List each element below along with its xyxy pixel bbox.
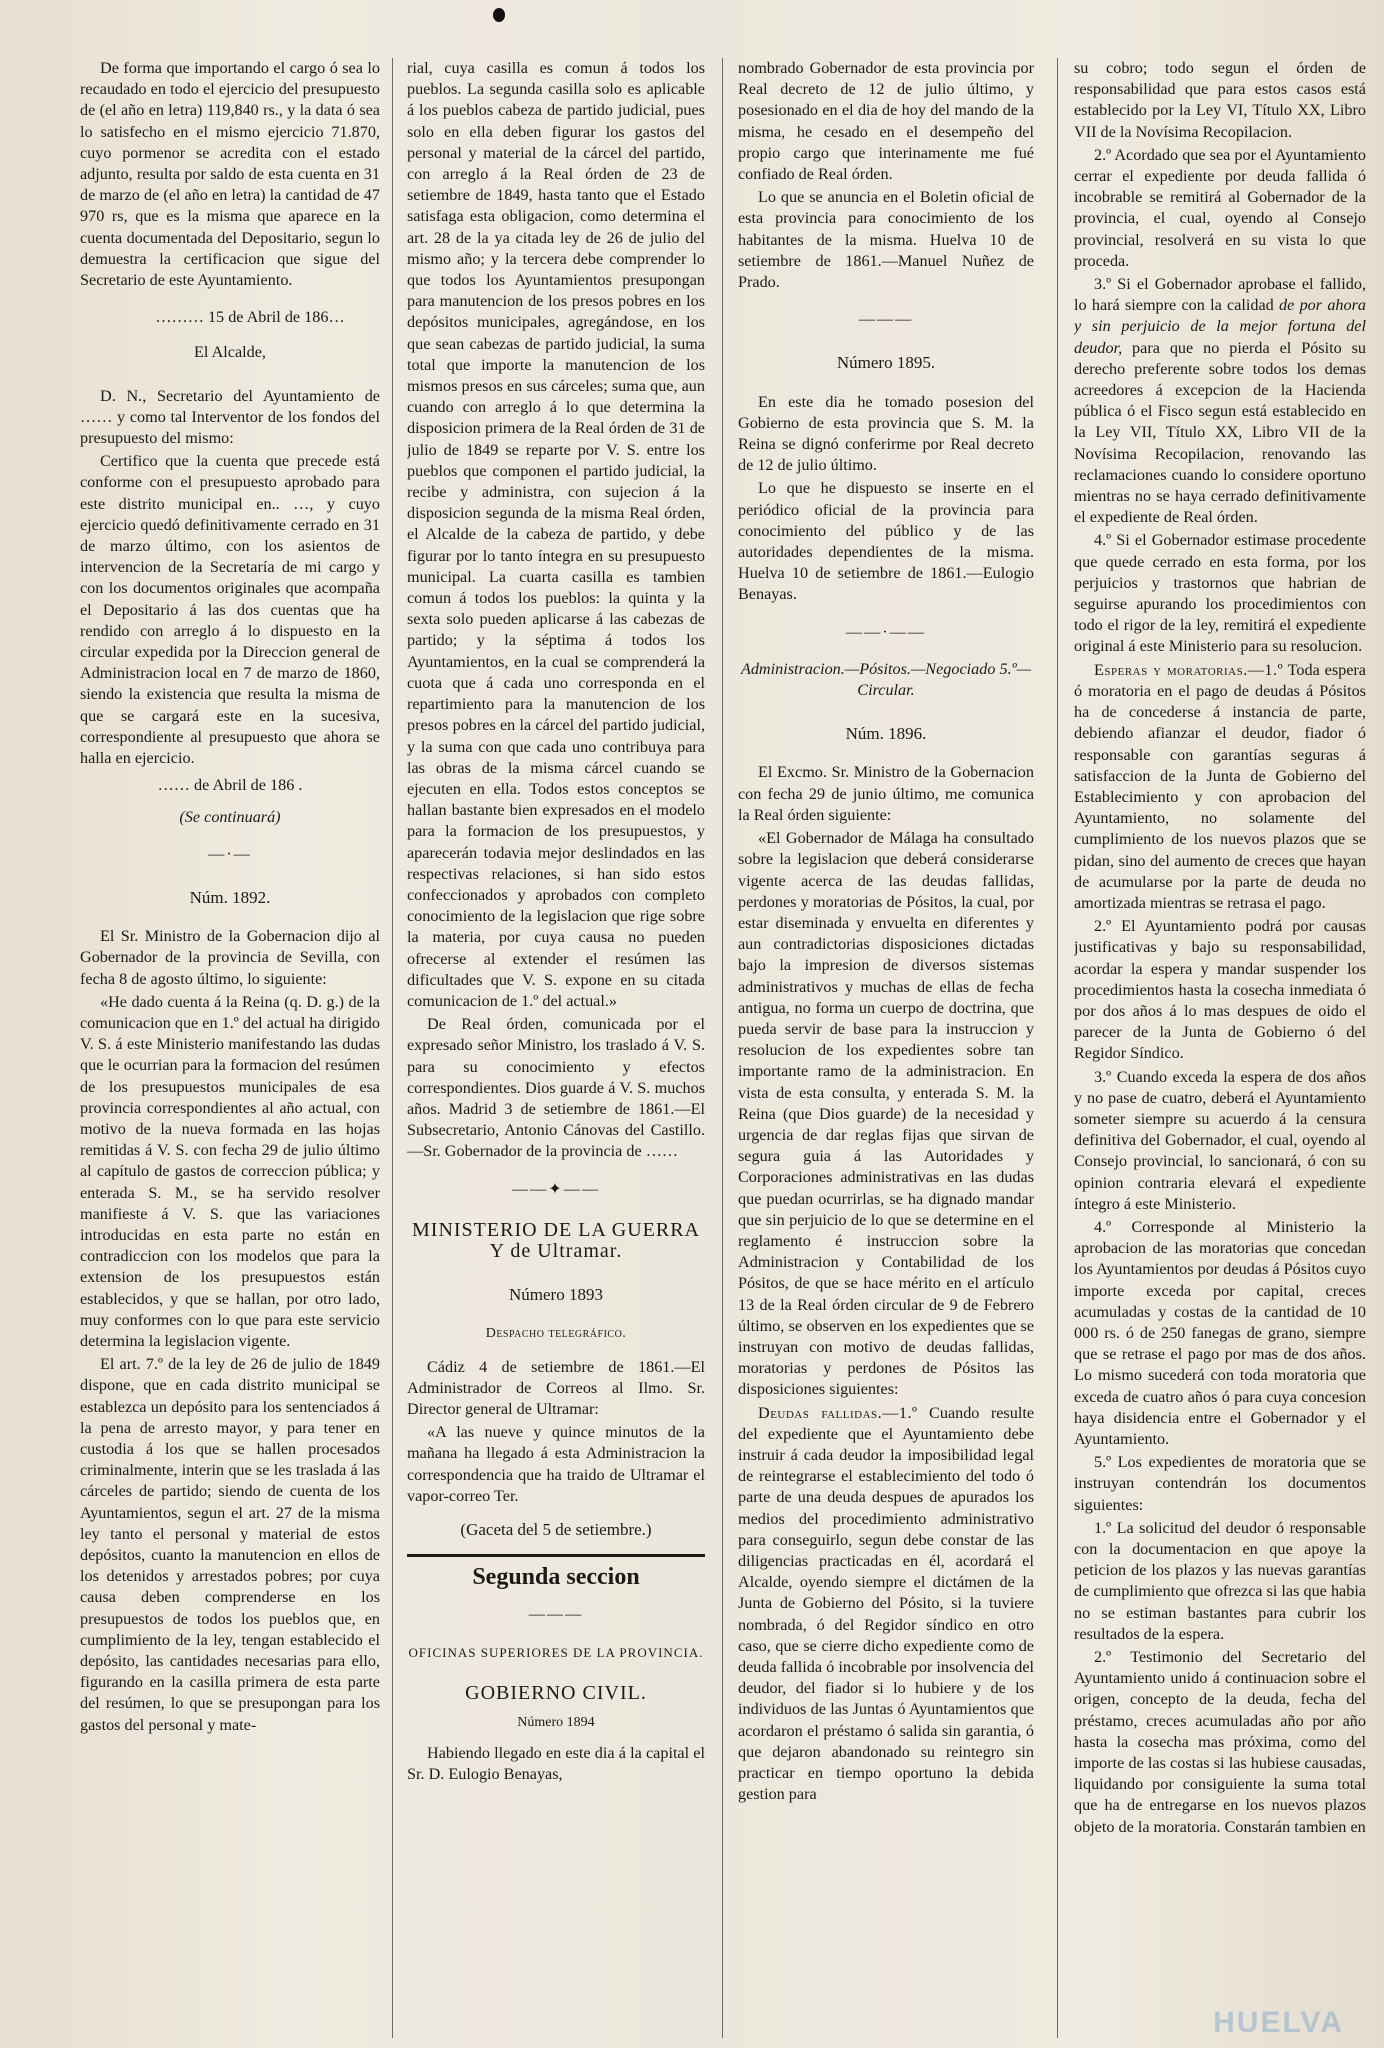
- dateline: ……… 15 de Abril de 186…: [155, 308, 345, 327]
- paragraph: 2.º Acordado que sea por el Ayuntamiento cerrar el expediente por deuda fallida ó incobrable se remitirá al Gobernador de la provincia, el cual, oyendo al Consejo provincial, resolverá en su vista lo que proceda.: [1074, 145, 1366, 270]
- paragraph: rial, cuya casilla es comun á todos los pueblos. La segunda casilla solo es aplicable á los pueblos cabeza de partido judicial, pues solo en ella deben figurar los gastos del personal y material de la cárcel del partido, con arreglo á la Real órden de 23 de setiembre de 1849, hasta tanto que el Estado satisfaga esta obligacion, como determina el art. 28 de la ya citada ley de 26 de julio del mismo año; y la tercera debe comprender lo que todos los Ayuntamientos presupongan para manutencion de los presos pobres en los depósitos municipales, agregándose, en los que sean cabezas de partido judicial, la suma total que importe la manutencion de los mismos presos en sus cárceles; suma que, aun cuando con arreglo á lo que determina la disposicion primera de la Real órden de 31 de julio de 1849 se reparte por V. S. entre los pueblos que componen el partido judicial, la recibe y administra, con sujecion á la disposicion segunda de la misma Real órden, el Alcalde de la cabeza de partido, y debe figurar por lo tanto íntegra en su presupuesto municipal. La cuarta casilla es tambien comun á todos los pueblos: la quinta y la sexta solo pueden aplicarse á las cabezas de partido; y la séptima á todos los Ayuntamientos, en la cual se comprenderá la cuota que á cada uno corresponda en el repartimiento para la manutencion de los presos pobres en la cárcel del partido judicial, y la suma con que cada uno contribuya para las obras de la misma cárcel cuando se ejecuten en ella. Todos estos conceptos se hallan bastante bien expresados en el modelo para la formacion de los presupuestos, y aparecerán todavia mejor deslindados en las respectivas relaciones, si han sido estos confeccionados y aprobados con completo conocimiento de la legislacion que rige sobre la materia, por cuya causa no pueden ofrecerse al extender el resúmen las dificultades que V. S. expone en su citada comunicacion de 1.º del actual.»: [407, 59, 705, 1010]
- paragraph: 1.º La solicitud del deudor ó responsable con la documentacion en que apoye la peticion de los plazos y las nuevas garantías de cumplimiento que ofrezca si las que habia no se estiman bastantes para cubrir los resultados de la espera.: [1074, 1518, 1366, 1643]
- paragraph: De Real órden, comunicada por el expresado señor Ministro, los traslado á V. S. para su conocimiento y efectos correspondientes. Dios guarde á V. S. muchos años. Madrid 3 de setiembre de 1861.—El Subsecretario, Antonio Cánovas del Castillo.—Sr. Gobernador de la provincia de ……: [407, 1015, 705, 1161]
- inline-text: 3.º Si el Gobernador aprobase el fallido, lo hará siempre con la calidad: [1074, 275, 1366, 315]
- column-3: [738, 58, 1034, 2040]
- paragraph: El Sr. Ministro de la Gobernacion dijo al Gobernador de la provincia de Sevilla, con fecha 8 de agosto último, lo siguiente:: [80, 927, 380, 988]
- column-rule: [392, 58, 393, 2038]
- continuation-note: (Se continuará): [179, 807, 281, 826]
- paragraph: «He dado cuenta á la Reina (q. D. g.) de la comunicacion que en 1.º del actual ha dirigido V. S. á este Ministerio manifestando las dudas que le ocurrian para la formacion del resúmen de los presupuestos municipales de esa provincia correspondientes al año actual, con motivo de la nueva formada en las hojas remitidas á V. S. con fecha 29 de julio último al capítulo de gastos de correccion pública; y enterada S. M., se ha servido resolver manifieste á V. S. que las variaciones introducidas en esta parte no están en contradiccion con los modelos que para la extension de los presupuestos están establecidos, y que se hallan, por otro lado, muy conformes con lo que para este servicio determina la legislacion vigente.: [80, 992, 380, 1350]
- item-number: Número 1894: [517, 1715, 595, 1731]
- binding-hole: [493, 8, 505, 22]
- paragraph: De forma que importando el cargo ó sea lo recaudado en todo el ejercicio del presupuesto de (el año en letra) 119,840 rs., y la data ó sea lo satisfecho en el mismo ejercicio 71.870, cuyo pormenor se acredita con el estado adjunto, resulta por saldo de esta cuenta en 31 de marzo de (el año en letra) la cantidad de 47 970 rs, que es la misma que aparece en la cuenta documentada del Depositario, segun lo demuestra la certificacion que sigue del Secretario de este Ayuntamiento.: [80, 59, 380, 290]
- separator: ———: [858, 310, 914, 329]
- section-title: Segunda seccion: [407, 1554, 705, 1588]
- dateline: …… de Abril de 186 .: [157, 776, 303, 795]
- paragraph: 3.º Cuando exceda la espera de dos años y no pase de cuatro, deberá el Ayuntamiento someter siempre su acuerdo á la censura definitiva del Gobernador, el cual, oyendo al Consejo provincial, lo sancionará, ó con su opinion contraria elevará el expediente íntegro á este Ministerio.: [1074, 1067, 1366, 1213]
- separator: ———: [528, 1605, 584, 1624]
- inline-label: Esperas y moratorias.—1.º: [1094, 660, 1284, 679]
- paragraph: Lo que he dispuesto se inserte en el periódico oficial de la provincia para conocimiento del público y de las autoridades dependientes de la misma. Huelva 10 de setiembre de 1861.—Eulogio Benayas.: [738, 479, 1034, 604]
- paragraph: Cádiz 4 de setiembre de 1861.—El Administrador de Correos al Ilmo. Sr. Director general de Ultramar:: [407, 1357, 705, 1418]
- column-rule: [722, 58, 723, 2038]
- separator: ——✦——: [511, 1179, 601, 1198]
- column-1: [80, 58, 380, 2040]
- paragraph: [1074, 274, 1366, 528]
- paragraph: En este dia he tomado posesion del Gobierno de esta provincia que S. M. la Reina se dignó conferirme por Real decreto de 12 de julio último.: [738, 392, 1034, 475]
- inline-text: Toda espera ó moratoria en el pago de deudas á Pósitos ha de concederse á instancia de parte, debiendo afianzar el deudor, fiador ó responsable con garantías seguras á satisfaccion de la Junta de Gobierno del Establecimiento y con aprobacion del Ayuntamiento, no solamente del cumplimiento de los nuevos plazos que se pidan, sino del aumento de creces que hayan de acumularse por la parte de deuda no amortizada mientras se retrasa el pago.: [1074, 660, 1366, 912]
- paragraph: Habiendo llegado en este dia á la capital el Sr. D. Eulogio Benayas,: [407, 1744, 705, 1784]
- item-number: Núm. 1896.: [845, 724, 927, 744]
- paragraph: [738, 1403, 1034, 1806]
- paragraph: [1074, 660, 1366, 914]
- inline-label: Deudas fallidas.—1.º: [758, 1403, 918, 1422]
- subheading: Administracion.—Pósitos.—Negociado 5.º—Circular.: [740, 659, 1032, 700]
- item-number: Número 1895.: [836, 353, 936, 373]
- section-heading: GOBIERNO CIVIL.: [465, 1681, 647, 1704]
- subheading: Despacho telegráfico.: [485, 1326, 627, 1342]
- archive-watermark: HUELVA: [1213, 2006, 1344, 2039]
- paragraph: su cobro; todo segun el órden de responsabilidad que para estos casos está establecido por la Ley VI, Título XX, Libro VII de la Novísima Recopilacion.: [1074, 59, 1366, 141]
- paragraph: 4.º Si el Gobernador estimase procedente que quede cerrado en esta forma, por los perjuicios y trastornos que habrian de seguirse apurando los procedimientos con todo el rigor de la ley, remitirá el expediente original á este Ministerio para su resolucion.: [1074, 531, 1366, 656]
- paragraph: Certifico que la cuenta que precede está conforme con el presupuesto aprobado para este distrito municipal en.. …, y cuyo ejercicio quedó definitivamente cerrado en 31 de marzo último, con los asientos de intervencion de la Secretaría de mi cargo y con los documentos originales que acompaña el Depositario á las dos cuentas que ha rendido con arreglo á lo dispuesto en la circular expedida por la Direccion general de Administracion local en 7 de marzo de 1860, siendo la existencia que resulta la misma de que se cargará este en la sucesiva, correspondiente al presupuesto que ahora se halla en ejercicio.: [80, 452, 380, 768]
- paragraph: 5.º Los expedientes de moratoria que se instruyan contendrán los documentos siguientes:: [1074, 1453, 1366, 1514]
- column-rule: [1057, 58, 1058, 2038]
- separator: —·—: [208, 844, 252, 863]
- paragraph: nombrado Gobernador de esta provincia por Real decreto de 12 de julio último, y posesionado en el dia de hoy del mando de la misma, he cesado en el desempeño del propio cargo que interinamente me fué confiado de Real órden.: [738, 59, 1034, 184]
- subheading: OFICINAS SUPERIORES DE LA PROVINCIA.: [408, 1644, 704, 1660]
- paragraph: «El Gobernador de Málaga ha consultado sobre la legislacion que deberá considerarse vigente acerca de las deudas fallidas, perdones y moratorias de Pósitos, la cual, por estar diseminada y envuelta en diferentes y aun contradictorias disposiciones dictadas bajo la impresion de diversos sistemas administrativos y muchas de ellas de fecha antigua, no forma un cuerpo de doctrina, que pueda servir de base para la instruccion y resolucion de los expedientes sobre tan importante ramo de la administracion. En vista de esta consulta, y enterada S. M. la Reina (que Dios guarde) de la necesidad y urgencia de dar reglas fijas que sirvan de segura guia á las Autoridades y Corporaciones administrativas en las dudas que puedan ocurrirlas, se ha dignado mandar que sin perjuicio de lo que se determine en el reglamento é instruccion sobre la Administracion y Contabilidad de los Pósitos, de que se hace mérito en el artículo 13 de la Real órden circular de 9 de Febrero último, se observen en los expedientes que se instruyan con motivo de deudas fallidas, moratorias y perdones de Pósitos las disposiciones siguientes:: [738, 829, 1034, 1399]
- paragraph: 4.º Corresponde al Ministerio la aprobacion de las moratorias que concedan los Ayuntamientos por deudas á Pósitos cuyo importe exceda por capital, creces acumuladas y costas de la cantidad de 10 000 rs. ó de 250 fanegas de grano, siempre que se retrase el pago por mas de dos años. Lo mismo sucederá con toda moratoria que exceda de cuatro años ó para cuya concesion haya disidencia entre el Gobernador y el Ayuntamiento.: [1074, 1217, 1366, 1448]
- paragraph: 2.º El Ayuntamiento podrá por causas justificativas y bajo su responsabilidad, acordar la espera y mandar suspender los procedimientos hasta la cosecha inmediata ó por dos años á lo mas despues de oido el parecer de la Junta de Gobierno ó del Regidor Síndico.: [1074, 917, 1366, 1063]
- paragraph: D. N., Secretario del Ayuntamiento de …… y como tal Interventor de los fondos del presupuesto del mismo:: [80, 386, 380, 448]
- signature: El Alcalde,: [194, 343, 266, 362]
- column-2: [407, 58, 705, 2040]
- paragraph: El art. 7.º de la ley de 26 de julio de 1849 dispone, que en cada distrito municipal se establezca un depósito para los sentenciados á la pena de arresto mayor, y para tener en custodia á los que se hallen procesados criminalmente, interin que se les traslada á las cárceles de partido; siendo de cuenta de los Ayuntamientos, segun el art. 27 de la misma ley tanto el personal y material de estos depósitos, cuanto la manutencion en ellos de los detenidos y arrestados pobres; por cuya causa deben comprenderse en los presupuestos de todos los pueblos que, en cumplimiento de la ley, tengan establecido el depósito, las cantidades necesarias para ello, figurando en la casilla primera de esta parte del resúmen, lo que se presupongan para los gastos del personal y mate-: [80, 1355, 380, 1734]
- inline-italic: de por ahora y sin perjuicio de la mejor fortuna del deudor,: [1074, 296, 1366, 357]
- item-number: Número 1893: [509, 1285, 603, 1305]
- section-heading: MINISTERIO DE LA GUERRA Y de Ultramar.: [412, 1218, 700, 1262]
- separator: ——·——: [845, 622, 927, 641]
- source-note: (Gaceta del 5 de setiembre.): [460, 1520, 652, 1539]
- paragraph: Lo que se anuncia en el Boletin oficial de esta provincia para conocimiento de los habitantes de la misma. Huelva 10 de setiembre de 1861.—Manuel Nuñez de Prado.: [738, 188, 1034, 292]
- inline-text: para que no pierda el Pósito su derecho preferente sobre todos los demas acreedores á excepcion de la Hacienda pública ó el Fisco segun está establecido en la Ley VII, Título XX, Libro VII de la Novísima Recopilacion, renovando las reclamaciones cuando lo considere oportuno mientras no se haya cerrado definitivamente el expediente de Real órden.: [1074, 338, 1366, 527]
- paragraph: 2.º Testimonio del Secretario del Ayuntamiento unido á continuacion sobre el origen, concepto de la deuda, fecha del préstamo, creces acumuladas año por año hasta la cosecha mas próxima, como del importe de las costas si las hubiese causadas, liquidando por consiguiente la suma total que ha de entregarse en los nuevos plazos objeto de la moratoria. Constarán tambien en: [1074, 1648, 1366, 1836]
- paragraph: «A las nueve y quince minutos de la mañana ha llegado á esta Administracion la correspondencia que ha traido de Ultramar el vapor-correo Ter.: [407, 1423, 705, 1505]
- column-4: [1074, 58, 1366, 2040]
- paragraph: El Excmo. Sr. Ministro de la Gobernacion con fecha 29 de junio último, me comunica la Real órden siguiente:: [738, 763, 1034, 824]
- item-number: Núm. 1892.: [189, 887, 271, 907]
- inline-text: Cuando resulte del expediente que el Ayuntamiento debe instruir á cada deudor la imposibilidad legal de reintegrarse el establecimiento del todo ó parte de una deuda despues de apurados los medios del procedimiento administrativo para conseguirlo, segun debe constar de las diligencias practicadas en él, acordará el Alcalde, oyendo siempre el dictámen de la Junta de Gobierno del Pósito, si la tuviere nombrada, ó del Regidor síndico en otro caso, que se cierre dicho expediente como de deuda fallida ó incobrable por insolvencia del deudor, del fiador si lo hubiere y de los individuos de las Juntas ó Ayuntamientos que acordaron el préstamo ó salida sin garantia, ó que dejaron abandonado su reintegro sin practicar en tiempo oportuno la debida gestion para: [738, 1403, 1034, 1804]
